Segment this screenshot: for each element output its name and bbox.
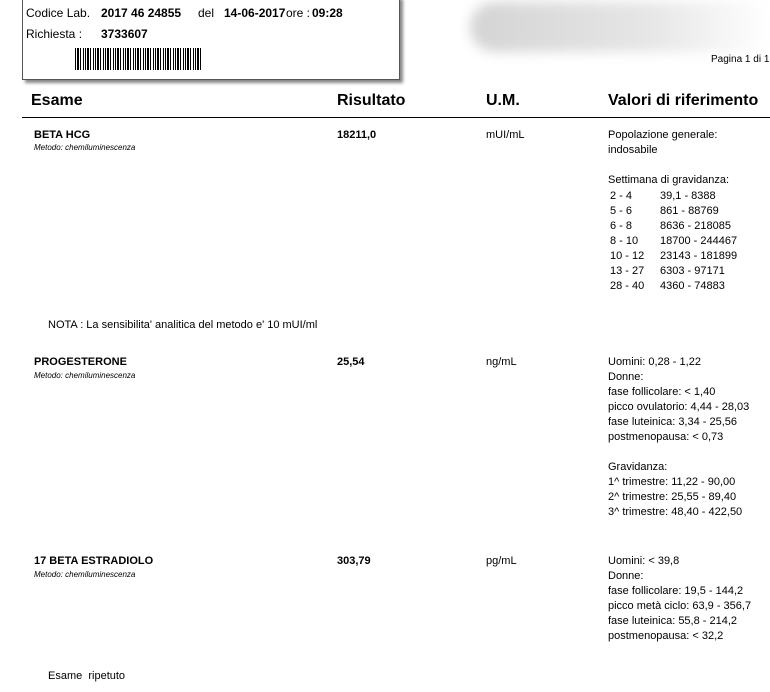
week-value: 4360 - 74883 xyxy=(660,279,725,292)
test-result: 18211,0 xyxy=(337,129,377,141)
week-range: 28 - 40 xyxy=(610,279,645,292)
table-row xyxy=(610,233,737,248)
col-risultato: Risultato xyxy=(337,92,406,109)
ref-line: fase luteinica: 3,34 - 25,56 xyxy=(608,416,738,428)
ref-line: 3^ trimestre: 48,40 - 422,50 xyxy=(608,506,743,518)
ref-subtitle: Settimana di gravidanza: xyxy=(608,174,730,186)
ref-line: Gravidanza: xyxy=(608,461,668,473)
ref-line: picco metà ciclo: 63,9 - 356,7 xyxy=(608,600,752,612)
test-name: 17 BETA ESTRADIOLO xyxy=(34,555,154,567)
col-esame: Esame xyxy=(31,92,83,109)
richiesta-label: Richiesta : xyxy=(26,27,83,41)
ref-line: indosabile xyxy=(608,144,658,156)
col-valori: Valori di riferimento xyxy=(608,92,759,109)
week-value: 861 - 88769 xyxy=(660,204,719,217)
week-value: 39,1 - 8388 xyxy=(660,189,716,202)
week-value: 23143 - 181899 xyxy=(660,249,738,262)
ref-line: postmenopausa: < 0,73 xyxy=(608,431,724,443)
reference-values xyxy=(608,554,751,644)
redacted-area xyxy=(470,2,770,52)
week-range: 6 - 8 xyxy=(610,219,633,232)
table-row xyxy=(610,263,737,278)
test-name: BETA HCG xyxy=(34,129,91,141)
header-rule xyxy=(22,117,770,118)
ref-line: Uomini: 0,28 - 1,22 xyxy=(608,356,701,368)
test-note: NOTA : La sensibilita' analitica del metodo e' 10 mUI/ml xyxy=(48,319,318,331)
page-number: Pagina 1 di 1 xyxy=(711,54,770,65)
del-label: del xyxy=(198,6,215,20)
ref-line: 2^ trimestre: 25,55 - 89,40 xyxy=(608,491,737,503)
table-row xyxy=(610,248,737,263)
test-note: Esame ripetuto xyxy=(48,670,126,682)
ref-line: postmenopausa: < 32,2 xyxy=(608,630,724,642)
ref-line: Uomini: < 39,8 xyxy=(608,555,680,567)
week-value: 6303 - 97171 xyxy=(660,264,725,277)
week-range: 13 - 27 xyxy=(610,264,645,277)
week-value: 8636 - 218085 xyxy=(660,219,731,232)
ref-line: 1^ trimestre: 11,22 - 90,00 xyxy=(608,476,736,488)
richiesta-value: 3733607 xyxy=(101,27,148,41)
test-method: Metodo: chemiluminescenza xyxy=(34,143,136,152)
ore-label: ore : xyxy=(286,6,311,20)
reference-values xyxy=(608,355,749,445)
table-row xyxy=(610,218,737,233)
ref-line: fase follicolare: 19,5 - 144,2 xyxy=(608,585,744,597)
reference-values-pregnancy xyxy=(608,460,742,520)
ref-line: Popolazione generale: xyxy=(608,129,718,141)
test-unit: pg/mL xyxy=(486,555,517,567)
week-range: 2 - 4 xyxy=(610,189,633,202)
pregnancy-week-table xyxy=(610,188,737,293)
week-range: 5 - 6 xyxy=(610,204,633,217)
week-range: 8 - 10 xyxy=(610,234,639,247)
ref-line: fase follicolare: < 1,40 xyxy=(608,386,716,398)
table-row xyxy=(610,203,737,218)
reference-values xyxy=(608,128,717,158)
test-name: PROGESTERONE xyxy=(34,356,127,368)
test-result: 303,79 xyxy=(337,555,371,567)
date-value: 14-06-2017 xyxy=(224,6,286,20)
table-row xyxy=(610,188,737,203)
barcode-icon xyxy=(75,48,203,70)
ref-line: fase luteinica: 55,8 - 214,2 xyxy=(608,615,738,627)
test-method: Metodo: chemiluminescenza xyxy=(34,570,136,579)
codice-lab-label: Codice Lab. xyxy=(26,6,91,20)
ref-line: picco ovulatorio: 4,44 - 28,03 xyxy=(608,401,750,413)
week-range: 10 - 12 xyxy=(610,249,645,262)
codice-lab-value: 2017 46 24855 xyxy=(101,6,182,20)
week-value: 18700 - 244467 xyxy=(660,234,738,247)
test-method: Metodo: chemiluminescenza xyxy=(34,371,136,380)
time-value: 09:28 xyxy=(312,6,343,20)
test-unit: ng/mL xyxy=(486,356,517,368)
test-unit: mUI/mL xyxy=(486,129,525,141)
test-result: 25,54 xyxy=(337,356,365,368)
ref-line: Donne: xyxy=(608,570,644,582)
ref-line: Donne: xyxy=(608,371,644,383)
col-um: U.M. xyxy=(486,92,520,109)
table-row xyxy=(610,278,737,293)
